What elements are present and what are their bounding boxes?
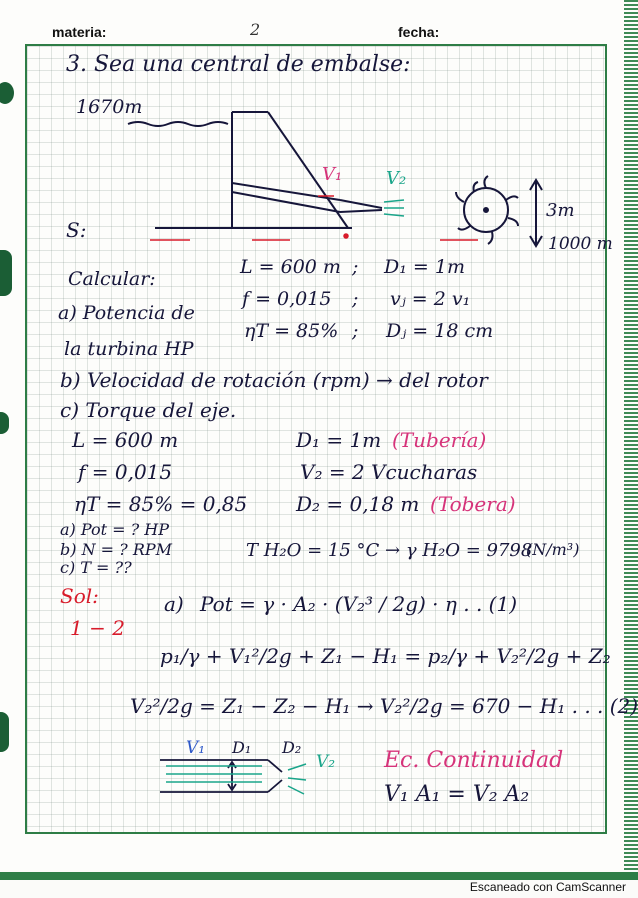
eq-a-prefix: a): [164, 592, 184, 616]
rotor-sketch: [456, 176, 542, 246]
rotor-elevation: 1000 m: [548, 234, 613, 254]
given-eta: ηT = 85%: [244, 320, 339, 342]
reservoir-elevation: 1670m: [76, 96, 143, 118]
data-D1-note: (Tubería): [392, 428, 487, 452]
page-number: 2: [250, 20, 261, 39]
sketch-v1: V₁: [186, 738, 206, 758]
equation-2: V₂²/2g = Z₁ − Z₂ − H₁ → V₂²/2g = 670 − H₁ . . . (2): [130, 694, 638, 718]
given-sep-2: ;: [352, 288, 359, 310]
velocity-v1-label: V₁: [322, 164, 343, 185]
task-b: b) Velocidad de rotación (rpm) → del rotor: [60, 368, 488, 392]
data-D2: D₂ = 0,18 m: [296, 492, 420, 516]
given-f: f = 0,015: [242, 288, 332, 310]
given-L: L = 600 m: [240, 256, 341, 278]
velocity-v2-label: V₂: [386, 168, 407, 189]
given-sep-3: ;: [352, 320, 359, 342]
data-D2-note: (Tobera): [430, 492, 516, 516]
page-bottom-bar: [0, 872, 638, 880]
point-label: S:: [66, 218, 87, 242]
continuity-equation: V₁ A₁ = V₂ A₂: [384, 782, 530, 807]
energy-equation: p₁/γ + V₁²/2g + Z₁ − H₁ = p₂/γ + V₂²/2g + Z₂: [160, 644, 611, 668]
given-D1: D₁ = 1m: [384, 256, 465, 278]
data-eta: ηT = 85% = 0,85: [74, 492, 248, 516]
sketch-d2: D₂: [282, 738, 302, 757]
sketch-d1: D₁: [232, 738, 252, 757]
dam-sketch: [128, 112, 382, 228]
calcular-label: Calcular:: [68, 268, 156, 290]
equation-1: Pot = γ · A₂ · (V₂³ / 2g) · η . . (1): [200, 592, 517, 616]
gamma-line: T H₂O = 15 °C → γ H₂O = 9798: [246, 540, 533, 561]
energy-range: 1 − 2: [70, 616, 125, 640]
given-vj: vⱼ = 2 v₁: [390, 288, 471, 310]
data-f: f = 0,015: [78, 460, 173, 484]
problem-title: 3. Sea una central de embalse:: [66, 52, 411, 77]
scanner-watermark: Escaneado con CamScanner: [469, 880, 626, 894]
data-D1: D₁ = 1m: [296, 428, 382, 452]
materia-label: materia:: [52, 24, 107, 40]
given-Dj: Dⱼ = 18 cm: [386, 320, 494, 342]
continuity-title: Ec. Continuidad: [384, 748, 564, 773]
unknown-c: c) T = ??: [60, 558, 132, 577]
task-c: c) Torque del eje.: [60, 398, 237, 422]
rotor-diameter: 3m: [546, 200, 575, 221]
data-V2: V₂ = 2 Vcucharas: [300, 460, 478, 484]
fecha-label: fecha:: [398, 24, 440, 40]
data-L: L = 600 m: [72, 428, 179, 452]
unknown-a: a) Pot = ? HP: [60, 520, 170, 539]
sol-label: Sol:: [60, 584, 99, 608]
sketch-v2: V₂: [316, 752, 336, 772]
nozzle-sketch: [160, 760, 282, 792]
given-sep-1: ;: [352, 256, 359, 278]
task-a-line1: a) Potencia de: [58, 302, 195, 324]
task-a-line2: la turbina HP: [64, 338, 194, 360]
unknown-b: b) N = ? RPM: [60, 540, 173, 559]
gamma-units: (N/m³): [526, 540, 580, 559]
